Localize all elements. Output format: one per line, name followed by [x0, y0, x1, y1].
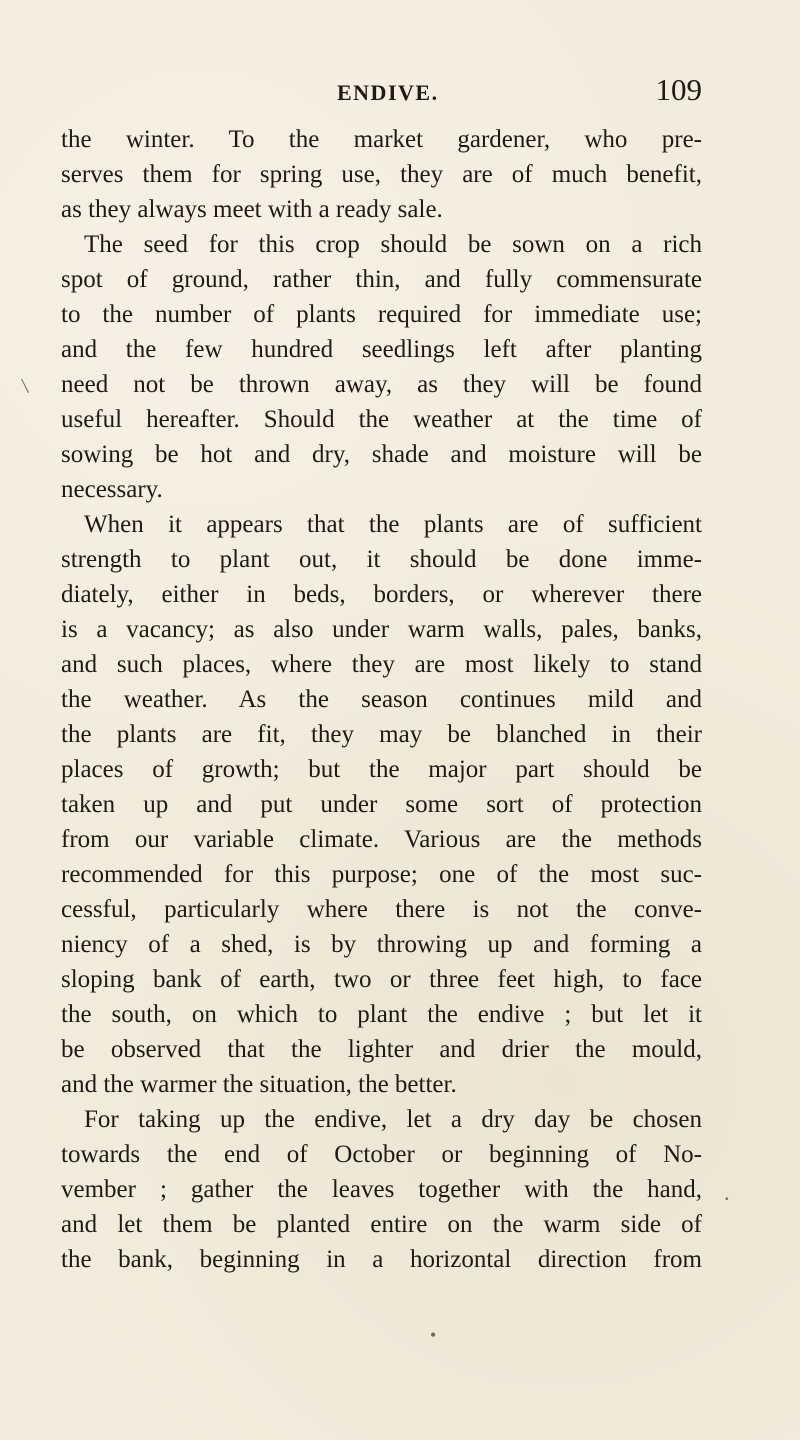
- text-line: and the few hundred seedlings left after planting: [61, 336, 702, 363]
- text-line: sowing be hot and dry, shade and moisture will be: [61, 441, 702, 468]
- page-number: 109: [655, 72, 702, 107]
- text-line: the plants are fit, they may be blanched in their: [61, 721, 702, 748]
- margin-mark-right: .: [724, 1180, 730, 1205]
- text-line: is a vacancy; as also under warm walls, pales, banks,: [61, 616, 702, 643]
- text-line: need not be thrown away, as they will be found: [61, 371, 702, 398]
- text-line: as they always meet with a ready sale.: [61, 196, 443, 223]
- text-line: to the number of plants required for immediate use;: [61, 301, 702, 328]
- text-line: recommended for this purpose; one of the most suc-: [61, 861, 702, 888]
- page-header: [61, 72, 702, 108]
- text-line: useful hereafter. Should the weather at the time of: [61, 406, 702, 433]
- text-line: cessful, particularly where there is not the conve-: [61, 896, 702, 923]
- text-line: spot of ground, rather thin, and fully commensurate: [61, 266, 702, 293]
- text-line: diately, either in beds, borders, or wherever there: [61, 581, 702, 608]
- text-line: the winter. To the market gardener, who pre-: [61, 126, 702, 153]
- text-line: from our variable climate. Various are the methods: [61, 826, 702, 853]
- text-line: vember ; gather the leaves together with the hand,: [61, 1176, 702, 1203]
- text-line: serves them for spring use, they are of much benefit,: [61, 161, 702, 188]
- text-line: the south, on which to plant the endive ; but let it: [61, 1001, 702, 1028]
- text-line: and such places, where they are most likely to stand: [61, 651, 702, 678]
- text-line: be observed that the lighter and drier the mould,: [61, 1036, 702, 1063]
- margin-mark-bottom: •: [430, 1325, 437, 1345]
- text-line: towards the end of October or beginning of No-: [61, 1141, 702, 1168]
- text-line: taken up and put under some sort of protection: [61, 791, 702, 818]
- text-line: necessary.: [61, 476, 163, 503]
- text-line: and the warmer the situation, the better.: [61, 1071, 457, 1098]
- text-line: For taking up the endive, let a dry day be chosen: [84, 1106, 702, 1133]
- text-line: the bank, beginning in a horizontal direction from: [61, 1246, 702, 1273]
- text-line: and let them be planted entire on the warm side of: [61, 1211, 702, 1238]
- text-line: places of growth; but the major part should be: [61, 756, 702, 783]
- text-line: The seed for this crop should be sown on a rich: [84, 231, 702, 258]
- text-line: When it appears that the plants are of sufficient: [84, 511, 702, 538]
- margin-mark-left: \: [20, 372, 30, 399]
- text-line: the weather. As the season continues mild and: [61, 686, 702, 713]
- main-text: [61, 122, 702, 1277]
- text-line: sloping bank of earth, two or three feet high, to face: [61, 966, 702, 993]
- text-line: strength to plant out, it should be done imme-: [61, 546, 702, 573]
- text-line: niency of a shed, is by throwing up and forming a: [61, 931, 702, 958]
- running-head: ENDIVE.: [337, 80, 439, 105]
